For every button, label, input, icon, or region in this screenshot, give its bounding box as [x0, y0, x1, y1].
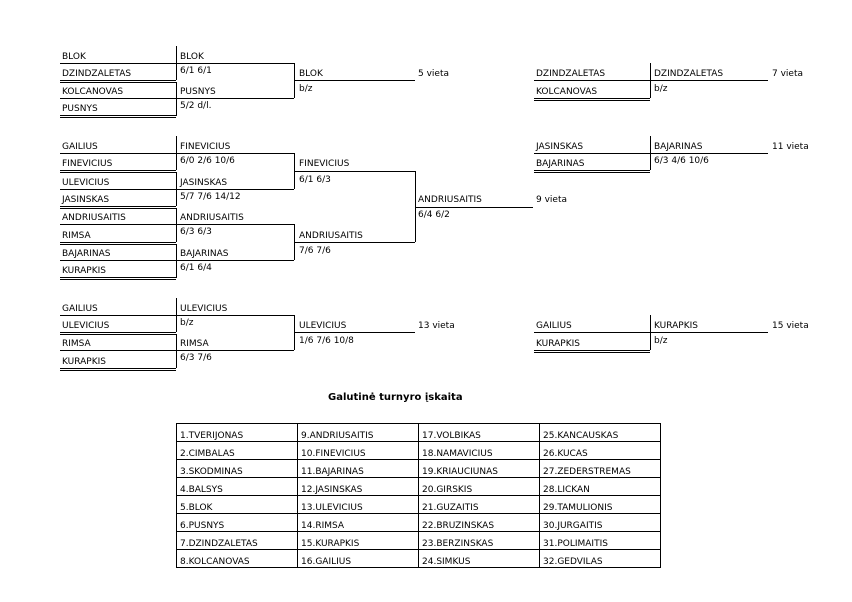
b2-r1-line-4	[60, 206, 176, 209]
b3-r2-score-2: 6/3 7/6	[180, 353, 212, 363]
table-row	[177, 514, 661, 532]
b2-r2-score-4: 6/1 6/4	[180, 263, 212, 273]
table-row	[177, 460, 661, 478]
b3-side-line-2	[534, 350, 650, 353]
b2-r2-player-2: JASINSKAS	[180, 178, 228, 188]
b2-side-player-2: BAJARINAS	[536, 159, 585, 169]
b2-r1-player-4: JASINSKAS	[62, 195, 110, 205]
b1-r2-score-2: 5/2 d/l.	[180, 101, 212, 111]
table-cell: 24.SIMKUS	[419, 550, 540, 568]
b1-final-line	[294, 80, 415, 81]
b2-side-score: 6/3 4/6 10/6	[654, 156, 709, 166]
b2-r3-score-1: 6/1 6/3	[299, 175, 331, 185]
table-row	[177, 478, 661, 496]
b1-side-place: 7 vieta	[772, 69, 803, 79]
b2-r3-player-1: FINEVICIUS	[299, 159, 350, 169]
b1-side-winner: DZINDZALETAS	[654, 69, 724, 79]
b2-r2-player-3: ANDRIUSAITIS	[180, 213, 244, 223]
b1-r2-line-2	[176, 98, 294, 99]
b2-final-score: 6/4 6/2	[418, 210, 450, 220]
b1-final-player: BLOK	[299, 69, 323, 79]
b1-final-place: 5 vieta	[418, 69, 449, 79]
table-cell: 29.TAMULIONIS	[540, 496, 661, 514]
b2-r1-line-7	[60, 260, 176, 261]
b2-r1-player-3: ULEVICIUS	[62, 178, 110, 188]
b1-side-winner-line	[650, 80, 768, 81]
table-cell: 15.KURAPKIS	[298, 532, 419, 550]
b3-side-player-2: KURAPKIS	[536, 339, 580, 349]
b2-r2-player-4: BAJARINAS	[180, 249, 229, 259]
b1-r2-score-1: 6/1 6/1	[180, 66, 212, 76]
table-cell: 17.VOLBIKAS	[419, 424, 540, 442]
table-cell: 6.PUSNYS	[177, 514, 298, 532]
table-cell: 14.RIMSA	[298, 514, 419, 532]
b3-r2-score-1: b/z	[180, 318, 194, 328]
table-cell: 22.BRUZINSKAS	[419, 514, 540, 532]
table-cell: 25.KANCAUSKAS	[540, 424, 661, 442]
table-cell: 23.BERZINSKAS	[419, 532, 540, 550]
table-cell: 10.FINEVICIUS	[298, 442, 419, 460]
b3-side-place: 15 vieta	[772, 321, 809, 331]
b3-r1-player-1: GAILIUS	[62, 304, 98, 314]
table-cell: 30.JURGAITIS	[540, 514, 661, 532]
table-row	[177, 532, 661, 550]
b3-r1-player-4: KURAPKIS	[62, 357, 106, 367]
b2-r1-line-6	[60, 242, 176, 245]
b2-side-place: 11 vieta	[772, 142, 809, 152]
b2-r2-score-1: 6/0 2/6 10/6	[180, 156, 235, 166]
b1-side-player-1: DZINDZALETAS	[536, 69, 606, 79]
table-cell: 31.POLIMAITIS	[540, 532, 661, 550]
table-cell: 32.GEDVILAS	[540, 550, 661, 568]
b1-side-line-1	[534, 80, 650, 81]
b1-side-player-2: KOLCANOVAS	[536, 87, 598, 97]
b1-r2-player-1: BLOK	[180, 52, 204, 62]
b2-r1-player-5: ANDRIUSAITIS	[62, 213, 126, 223]
b3-r1-line-2	[60, 332, 176, 335]
b1-r2-player-2: PUSNYS	[180, 87, 216, 97]
b3-side-player-1: GAILIUS	[536, 321, 572, 331]
table-cell: 13.ULEVICIUS	[298, 496, 419, 514]
table-cell: 19.KRIAUCIUNAS	[419, 460, 540, 478]
b2-r1-bracket-d	[176, 244, 177, 278]
standings-table	[176, 423, 661, 568]
b2-r1-player-6: RIMSA	[62, 231, 91, 241]
b2-r1-player-8: KURAPKIS	[62, 266, 106, 276]
table-cell: 28.LICKAN	[540, 478, 661, 496]
b2-r2-line-3	[176, 224, 294, 225]
b2-r2-line-4	[176, 260, 294, 261]
b2-side-line-2	[534, 170, 650, 173]
b2-final-line	[415, 207, 533, 208]
b1-r1-player-3: KOLCANOVAS	[62, 87, 124, 97]
b1-r1-line-1	[60, 63, 176, 64]
table-cell: 2.CIMBALAS	[177, 442, 298, 460]
b3-final-score: 1/6 7/6 10/8	[299, 336, 354, 346]
table-cell: 26.KUCAS	[540, 442, 661, 460]
b1-r2-line-1	[176, 63, 294, 64]
b3-r2-player-1: ULEVICIUS	[180, 304, 228, 314]
b2-side-player-1: JASINSKAS	[536, 142, 584, 152]
b1-r1-player-2: DZINDZALETAS	[62, 69, 132, 79]
b2-r3-line-1	[294, 171, 415, 172]
b1-r1-line-3	[60, 98, 176, 99]
table-cell: 21.GUZAITIS	[419, 496, 540, 514]
table-cell: 1.TVERIJONAS	[177, 424, 298, 442]
table-cell: 4.BALSYS	[177, 478, 298, 496]
b3-r2-line-2	[176, 350, 294, 351]
standings-title: Galutinė turnyro įskaita	[328, 392, 463, 403]
b1-side-line-2	[534, 98, 650, 101]
table-row	[177, 424, 661, 442]
b2-side-line-1	[534, 153, 650, 154]
b2-r1-line-3	[60, 189, 176, 190]
b3-side-winner-line	[650, 332, 768, 333]
b2-r1-player-2: FINEVICIUS	[62, 159, 113, 169]
b1-r1-line-4	[60, 115, 176, 118]
b2-final-place: 9 vieta	[536, 195, 567, 205]
table-cell: 7.DZINDZALETAS	[177, 532, 298, 550]
b3-final-line	[294, 332, 415, 333]
b2-r2-line-2	[176, 189, 294, 190]
table-cell: 18.NAMAVICIUS	[419, 442, 540, 460]
b1-side-score: b/z	[654, 84, 668, 94]
b3-r2-player-2: RIMSA	[180, 339, 209, 349]
b1-final-score: b/z	[299, 84, 313, 94]
b2-r3-player-2: ANDRIUSAITIS	[299, 231, 363, 241]
table-cell: 9.ANDRIUSAITIS	[298, 424, 419, 442]
b3-side-score: b/z	[654, 336, 668, 346]
table-cell: 20.GIRSKIS	[419, 478, 540, 496]
b2-r1-line-1	[60, 153, 176, 154]
b2-r1-line-8	[60, 277, 176, 280]
table-cell: 5.BLOK	[177, 496, 298, 514]
table-row	[177, 442, 661, 460]
b3-final-player: ULEVICIUS	[299, 321, 347, 331]
b2-side-winner-line	[650, 153, 768, 154]
table-cell: 8.KOLCANOVAS	[177, 550, 298, 568]
b1-r1-line-2	[60, 80, 176, 83]
b2-r3-line-2	[294, 242, 415, 243]
b3-r1-line-1	[60, 315, 176, 316]
b2-r1-line-2	[60, 170, 176, 173]
b2-r3-score-2: 7/6 7/6	[299, 246, 331, 256]
b3-side-line-1	[534, 332, 650, 333]
b1-r1-player-4: PUSNYS	[62, 104, 98, 114]
b2-r1-line-5	[60, 224, 176, 225]
table-cell: 27.ZEDERSTREMAS	[540, 460, 661, 478]
table-cell: 12.JASINSKAS	[298, 478, 419, 496]
table-cell: 3.SKODMINAS	[177, 460, 298, 478]
b2-r2-player-1: FINEVICIUS	[180, 142, 231, 152]
table-row	[177, 550, 661, 568]
table-cell: 11.BAJARINAS	[298, 460, 419, 478]
b3-r2-line-1	[176, 315, 294, 316]
b3-r1-player-2: ULEVICIUS	[62, 321, 110, 331]
b3-side-winner: KURAPKIS	[654, 321, 698, 331]
b2-r2-line-1	[176, 153, 294, 154]
b2-side-winner: BAJARINAS	[654, 142, 703, 152]
b2-r2-score-2: 5/7 7/6 14/12	[180, 192, 241, 202]
b2-r1-bracket-c	[176, 208, 177, 242]
b3-r1-player-3: RIMSA	[62, 339, 91, 349]
b3-r1-line-4	[60, 368, 176, 371]
table-cell: 16.GAILIUS	[298, 550, 419, 568]
b2-r1-player-7: BAJARINAS	[62, 249, 111, 259]
b1-r1-bracket-b	[176, 82, 177, 116]
b2-r1-player-1: GAILIUS	[62, 142, 98, 152]
b2-final-player: ANDRIUSAITIS	[418, 195, 482, 205]
table-row	[177, 496, 661, 514]
b3-final-place: 13 vieta	[418, 321, 455, 331]
b3-r1-bracket-b	[176, 334, 177, 368]
b3-r1-line-3	[60, 350, 176, 351]
b2-r2-score-3: 6/3 6/3	[180, 227, 212, 237]
b1-r1-player-1: BLOK	[62, 52, 86, 62]
